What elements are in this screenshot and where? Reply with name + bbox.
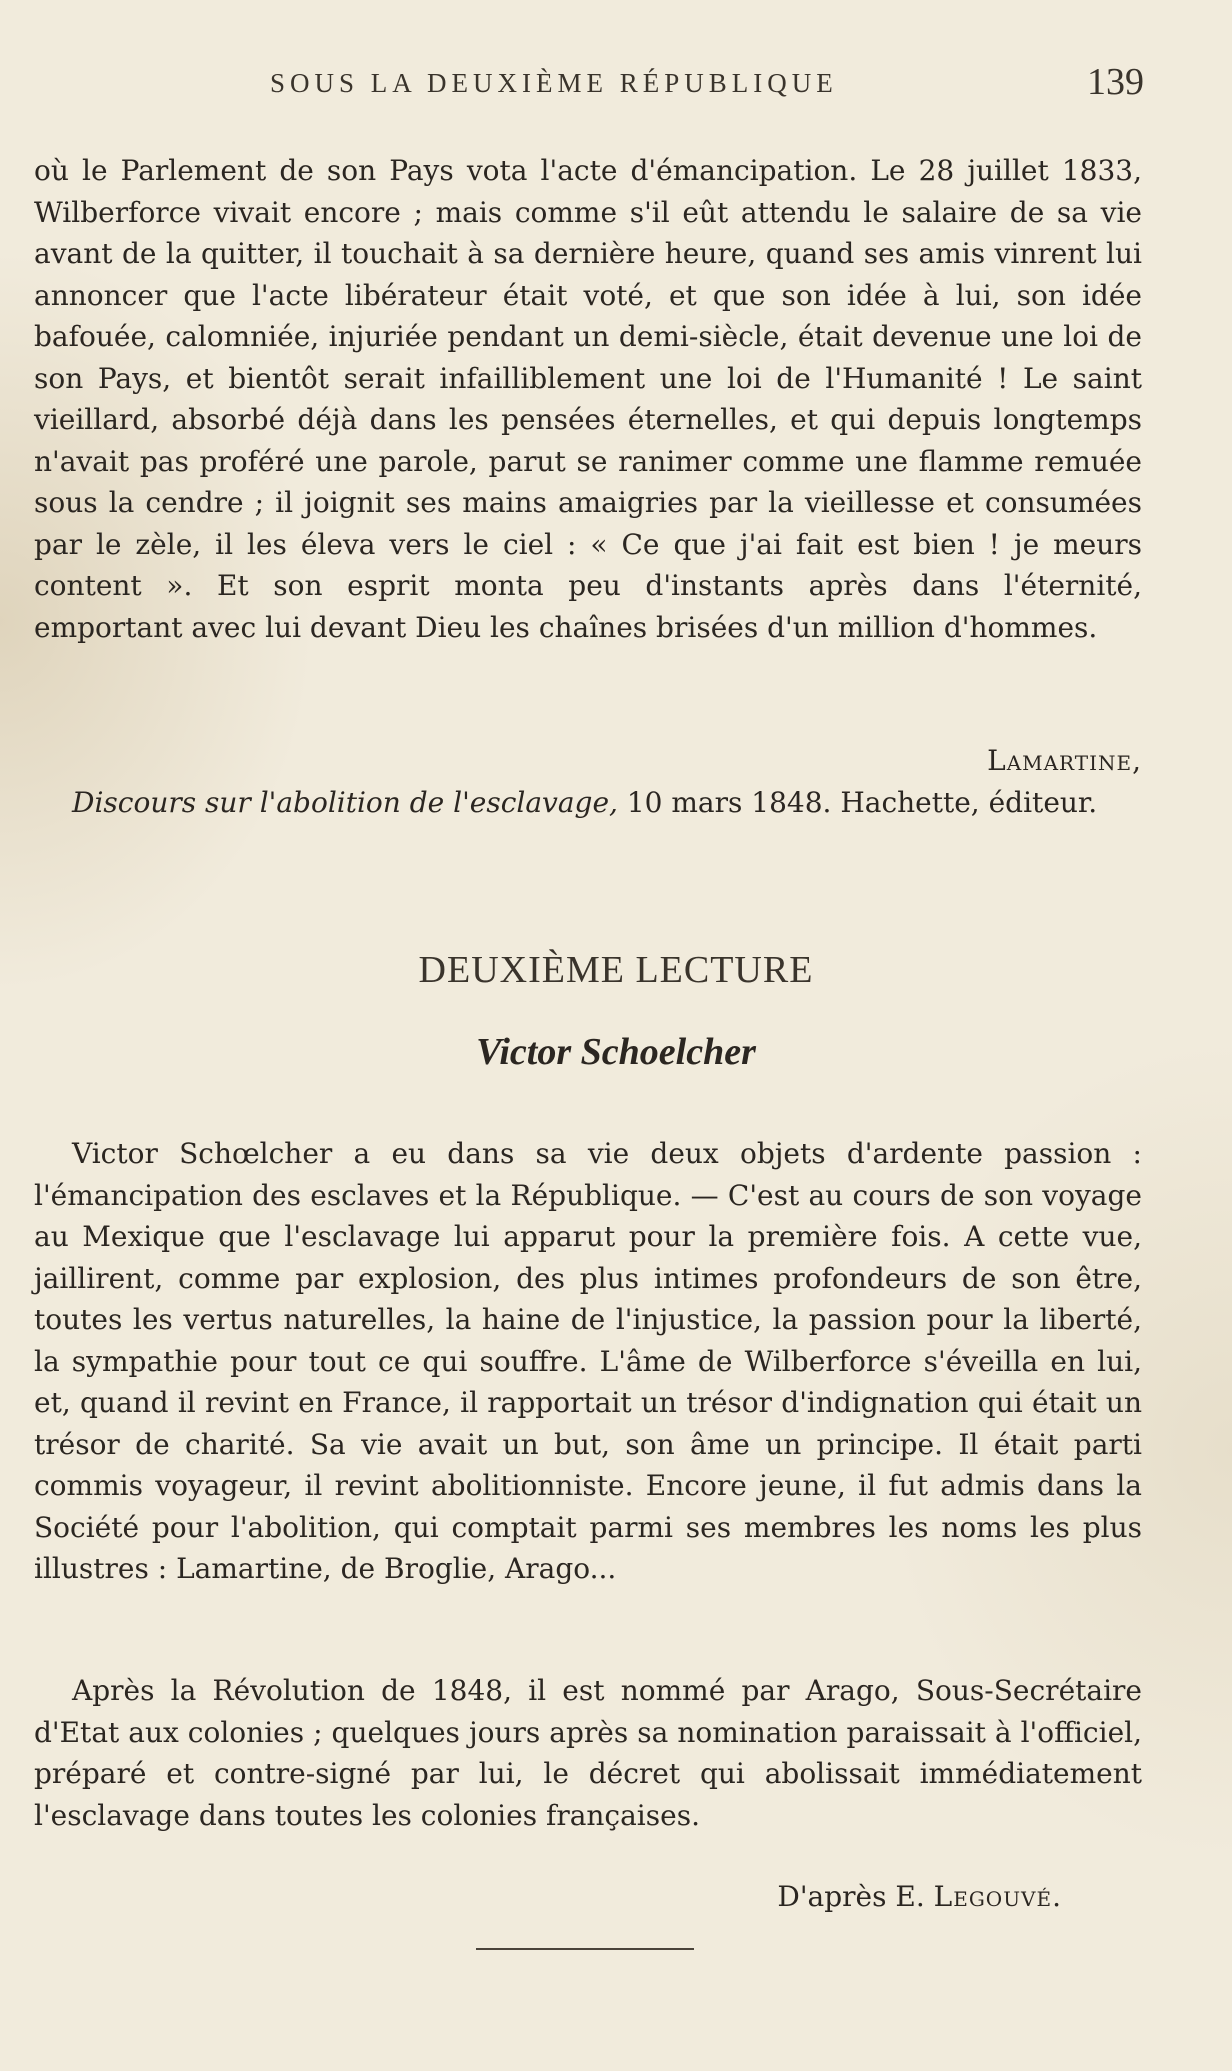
lamartine-excerpt-paragraph: où le Parlement de son Pays vota l'acte d'émancipation. Le 28 juillet 1833, Wilberforce vivait encore ; mais comme s'il eût attendu le salaire de sa vie avant de la quitter, il touchait à sa dernière heure, quand ses amis vinrent lui annoncer que l'acte libérateur était voté, et que son idée à lui, son idée bafouée, calomniée, injuriée pendant un demi-siècle, était devenue une loi de son Pays, et bientôt serait infailliblement une loi de l'Humanité ! Le saint vieillard, absorbé déjà dans les pensées éternelles, et qui depuis longtemps n'avait pas proféré une parole, parut se ranimer comme une flamme remuée sous la cendre ; il joignit ses mains amaigries par la vieillesse et consumées par le zèle, il les éleva vers le ciel : « Ce que j'ai fait est bien ! je meurs content ». Et son esprit monta peu d'instants après dans l'éternité, emportant avec lui devant Dieu les chaînes brisées d'un million d'hommes.	[34, 154, 1142, 644]
section-heading: DEUXIÈME LECTURE	[418, 949, 814, 991]
running-title: SOUS LA DEUXIÈME RÉPUBLIQUE	[270, 68, 838, 98]
attribution-prefix: D'après E.	[777, 1880, 934, 1913]
source-title: Discours sur l'abolition de l'esclavage,	[72, 786, 618, 819]
section-subject-title: Victor Schoelcher	[476, 1031, 756, 1073]
source-citation	[34, 782, 1142, 824]
schoelcher-paragraph-2: Après la Révolution de 1848, il est nommé par Arago, Sous-Secrétaire d'Etat aux colonies ; quelques jours après sa nomination paraissait à l'officiel, préparé et contre-signé par lui, le décret qui abolissait immédiatement l'esclavage dans toutes les colonies françaises.	[34, 1674, 1142, 1832]
source-details: 10 mars 1848. Hachette, éditeur.	[617, 786, 1098, 819]
end-rule-divider	[476, 1948, 694, 1950]
author-signature-lamartine: Lamartine,	[987, 744, 1142, 777]
page-number: 139	[1087, 61, 1144, 103]
attribution-author-name: Legouvé.	[933, 1880, 1062, 1913]
author-attribution-legouve	[777, 1876, 1062, 1917]
schoelcher-paragraph-1: Victor Schœlcher a eu dans sa vie deux objets d'ardente passion : l'émancipation des esclaves et la République. — C'est au cours de son voyage au Mexique que l'esclavage lui apparut pour la première fois. A cette vue, jaillirent, comme par explosion, des plus intimes profondeurs de son être, toutes les vertus naturelles, la haine de l'injustice, la passion pour la liberté, la sympathie pour tout ce qui souffre. L'âme de Wilberforce s'éveilla en lui, et, quand il revint en France, il rapportait un trésor d'indignation qui était un trésor de charité. Sa vie avait un but, son âme un principe. Il était parti commis voyageur, il revint abolitionniste. Encore jeune, il fut admis dans la Société pour l'abolition, qui comptait parmi ses membres les noms les plus illustres : Lamartine, de Broglie, Arago...	[34, 1137, 1142, 1585]
